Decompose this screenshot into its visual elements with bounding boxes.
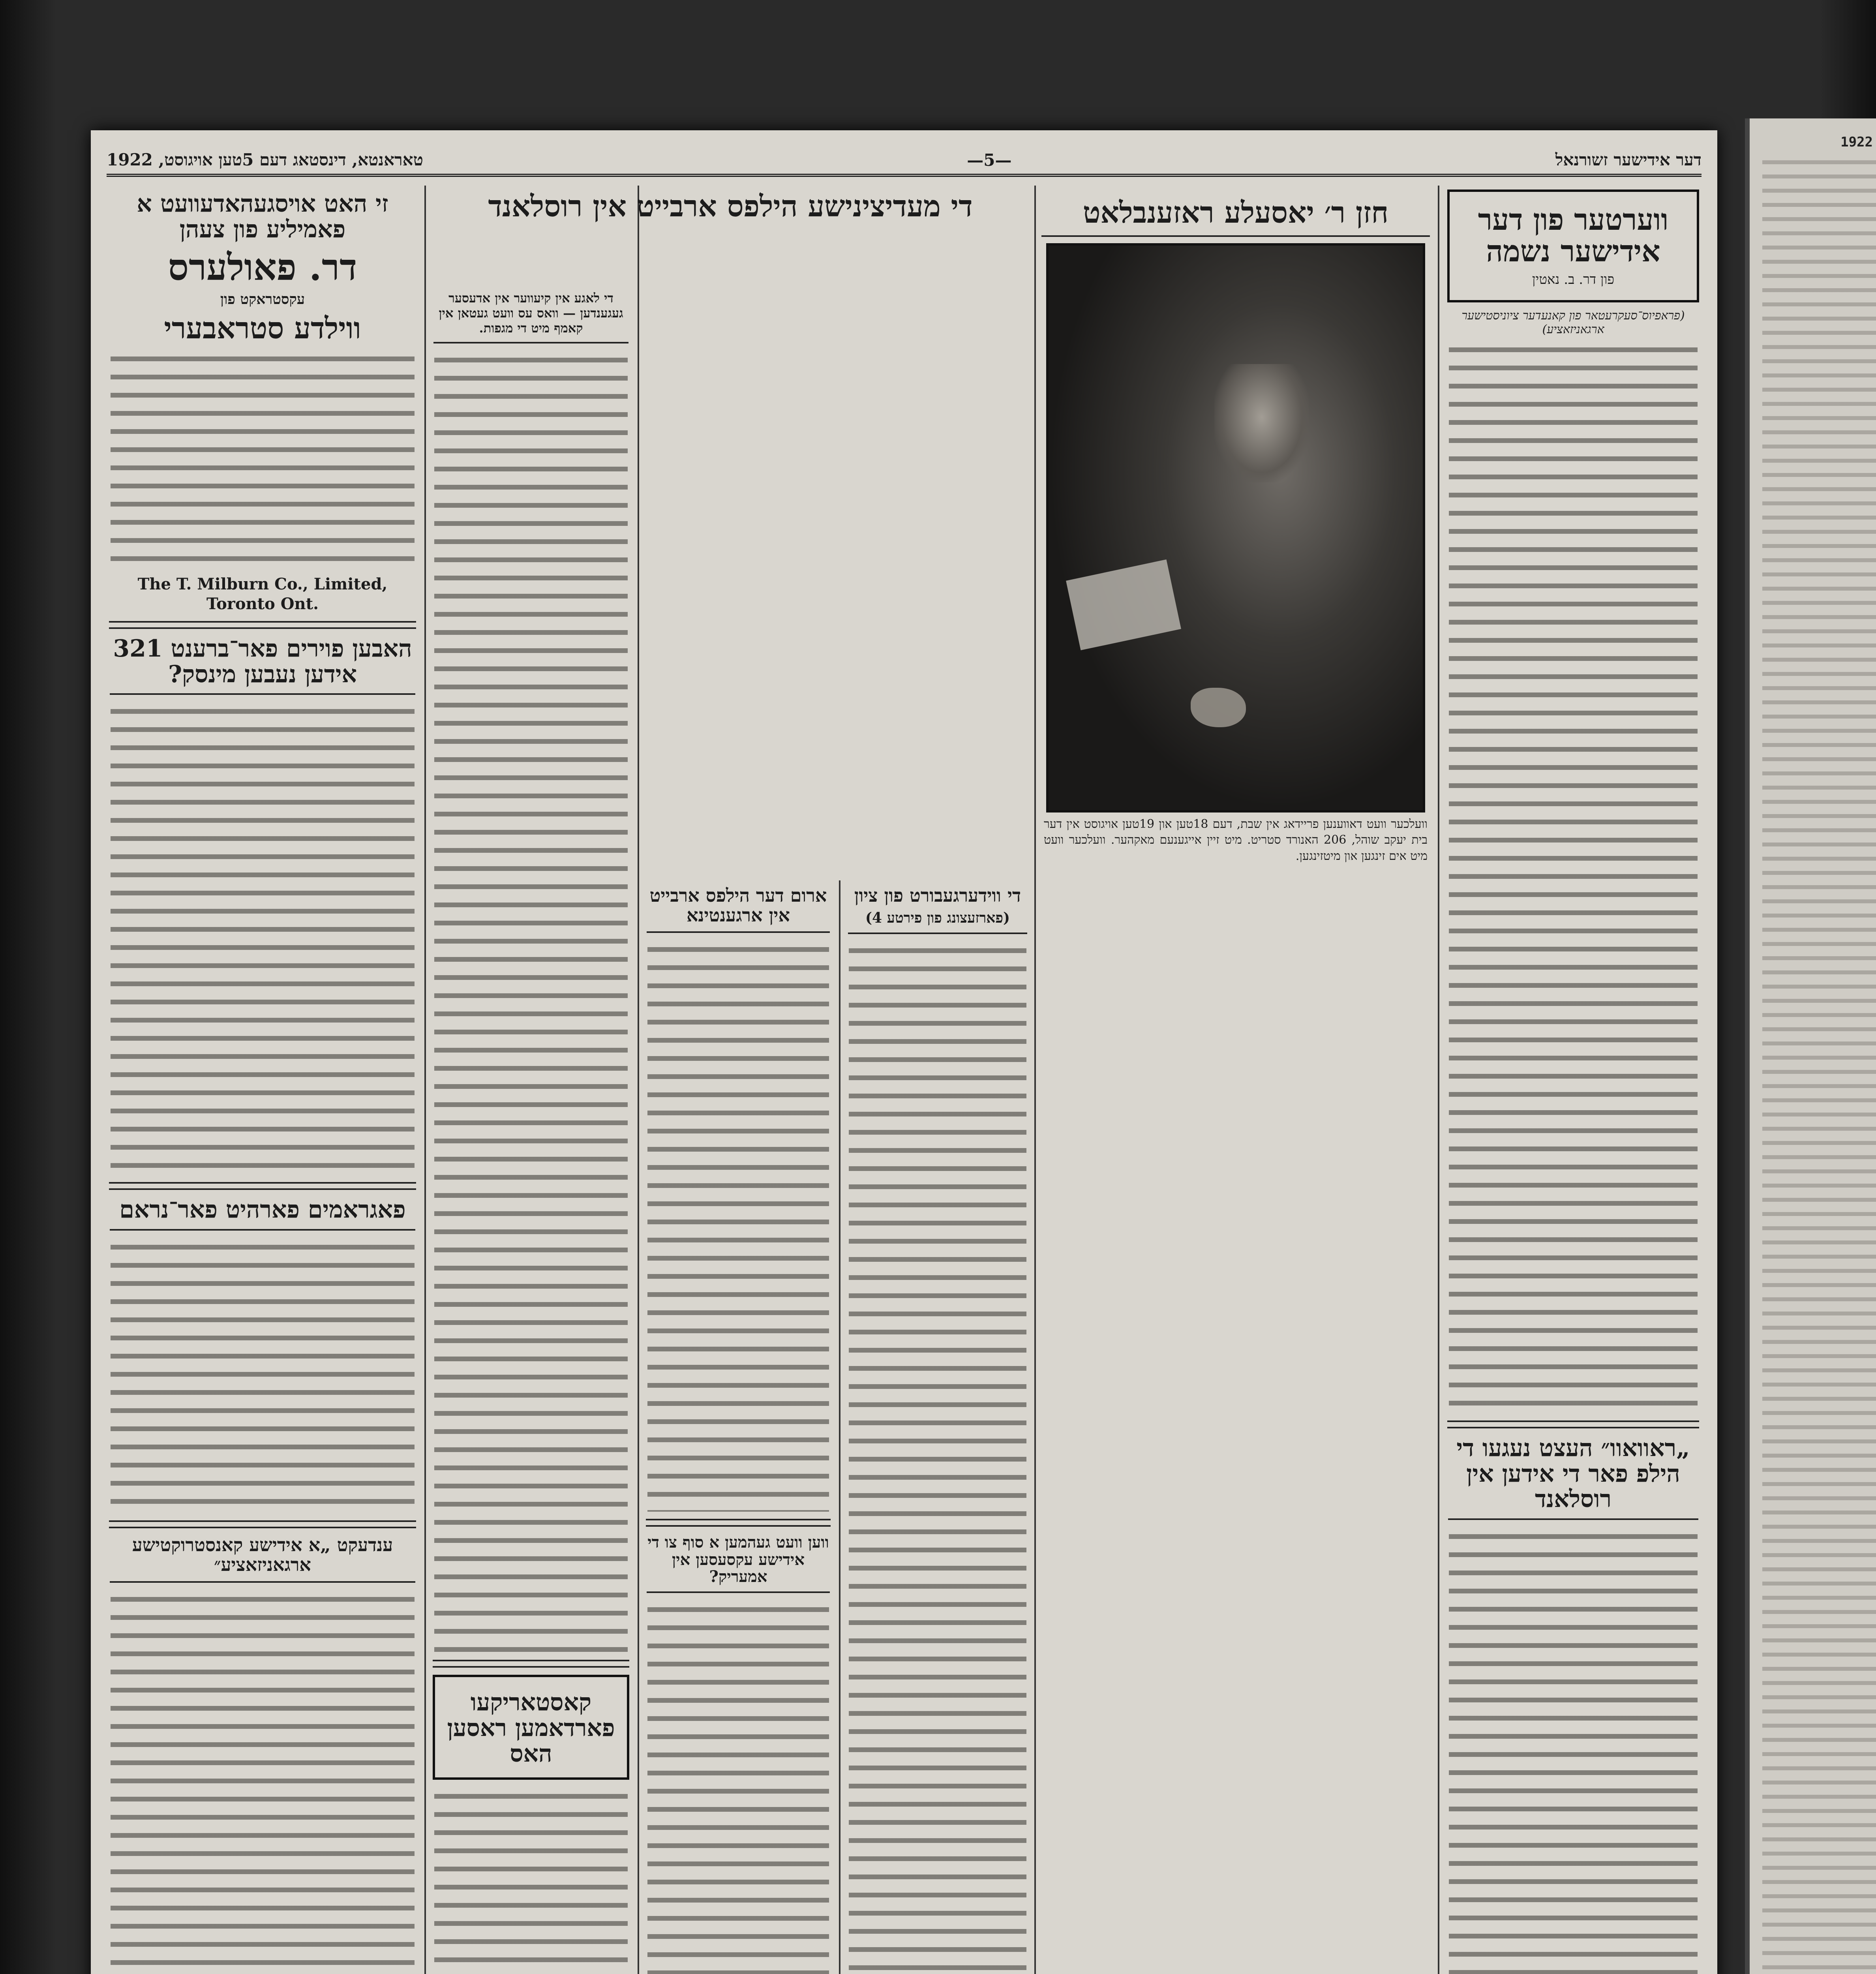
article-body bbox=[434, 350, 628, 1653]
divider bbox=[109, 621, 416, 629]
article-body bbox=[1449, 340, 1698, 1413]
divider bbox=[646, 1519, 831, 1527]
divider bbox=[1447, 1420, 1699, 1428]
column-5 bbox=[430, 288, 632, 1974]
divider bbox=[647, 1591, 830, 1593]
photo-caption: וועלכער וועט דאווענען פריידאג אין שבת, דעם 18טען און 19טען אויגוסט אין דער בית יעקב שוהל, 206 האנורד סטריט. מיט זיין אייגענעם מאקהער. וועלכער וועט מיט אים זינגען און מיטזינגען. bbox=[1044, 817, 1428, 863]
headline-ravov: „ראוואוו״ העצט נעגעו די הילפ פאר די אידען אין רוסלאנד bbox=[1456, 1434, 1690, 1513]
divider bbox=[1041, 235, 1430, 237]
divider bbox=[110, 1229, 415, 1231]
running-header bbox=[107, 146, 1702, 177]
headline-family-of-ten: זי האט אויסגעהאדעוועט א פאמיליע פון צעהן bbox=[137, 190, 388, 243]
article-body bbox=[647, 1599, 829, 1974]
newspaper-page bbox=[91, 130, 1717, 1974]
headline-pogroms: פאגראמים פארהיט פאר־נראם bbox=[119, 1196, 406, 1224]
adjacent-page-edge bbox=[1745, 118, 1876, 1974]
divider bbox=[647, 931, 830, 933]
divider bbox=[433, 342, 628, 343]
headline-minsk: האבען פוירים פאר־ברענט 321 אידען נעבען מינסק? bbox=[113, 634, 412, 688]
ad-body bbox=[111, 349, 415, 570]
portrait-paper bbox=[1066, 559, 1181, 650]
headline-argentina-relief: ארום דער הילפס ארבייט אין ארגענטינא bbox=[649, 885, 827, 926]
paper-name: דער אידישער זשורנאל bbox=[1555, 150, 1702, 169]
article-body bbox=[849, 940, 1026, 1974]
article-body bbox=[1449, 1526, 1698, 1974]
adjacent-page-text bbox=[1762, 150, 1876, 1974]
headline-jewish-soul: ווערטער פון דער אידישער נשמה bbox=[1478, 203, 1669, 268]
headline-box bbox=[1447, 190, 1699, 302]
issue-date: טאראנטא, דינסטאג דעם 5טען אויגוסט, 1922 bbox=[107, 150, 424, 169]
headline-excesses: ווען וועט געהמען א סוף צו די אידישע עקסעסען אין אמעריק? bbox=[647, 1533, 829, 1586]
divider bbox=[109, 1520, 416, 1528]
article-body bbox=[434, 1786, 628, 1974]
advertiser-name: The T. Milburn Co., Limited, Toronto Ont. bbox=[137, 574, 388, 613]
column-rule bbox=[1034, 186, 1036, 1974]
column-rule bbox=[424, 186, 426, 1974]
column-rule bbox=[1438, 186, 1439, 1974]
column-2 bbox=[1038, 186, 1433, 1974]
column-1 bbox=[1445, 186, 1702, 1974]
headline-cantor: חזן ר׳ יאסעלע ראזענבלאט bbox=[1082, 196, 1389, 230]
column-5-header bbox=[430, 186, 1030, 280]
adjacent-page-date: 1922 bbox=[1840, 134, 1873, 150]
divider bbox=[110, 1581, 415, 1583]
cantor-photo bbox=[1046, 243, 1425, 812]
column-6 bbox=[107, 186, 418, 1974]
column-4 bbox=[643, 880, 833, 1974]
extract-label: עקסטראקט פון bbox=[220, 291, 305, 308]
column-3 bbox=[845, 880, 1030, 1974]
medical-subhead: די לאגע אין קיעווער אין אדעסער געגענדען — וואס עס וועט געטאן אין קאמף מיט די מגפות. bbox=[439, 291, 623, 336]
divider bbox=[109, 1182, 416, 1190]
column-rule bbox=[839, 880, 840, 1974]
divider bbox=[1448, 1518, 1698, 1520]
article-body bbox=[111, 701, 415, 1175]
headline-wild-strawberry: ווילדע סטראבערי bbox=[164, 311, 361, 345]
headline-box bbox=[433, 1675, 629, 1780]
article-body bbox=[111, 1589, 415, 1974]
page-number: —5— bbox=[967, 150, 1012, 170]
divider bbox=[433, 1660, 629, 1668]
headline-zion-rebirth: די ווידערגעבורט פון ציון bbox=[854, 885, 1021, 906]
headline-costa-rica: קאסטאריקעו פארדאמען ראסען האס bbox=[447, 1689, 615, 1768]
article-body bbox=[111, 1237, 415, 1513]
continuation-note: (פארזעצונג פון פירטע 4) bbox=[865, 909, 1010, 926]
article-body bbox=[647, 939, 829, 1512]
divider bbox=[848, 933, 1027, 934]
divider bbox=[110, 693, 415, 695]
section-note: (פראפיוס־סעקרעטאר פון קאנעדער ציוניסטישער ארגאניזאציע) bbox=[1461, 308, 1685, 336]
portrait-face bbox=[1214, 364, 1309, 482]
byline: פון דר. ב. נאטין bbox=[1532, 271, 1615, 287]
headline-medical-relief: די מעדיצינישע הילפס ארבייט אין רוסלאנד bbox=[488, 190, 973, 223]
headline-dr-fowlers: דר. פאולערס bbox=[168, 246, 357, 289]
column-rule bbox=[638, 186, 639, 1974]
portrait-hand bbox=[1191, 688, 1246, 727]
headline-constructive-org: ענדעקט „א אידישע קאנסטרוקטישע ארגאניזאציע״ bbox=[132, 1534, 393, 1575]
